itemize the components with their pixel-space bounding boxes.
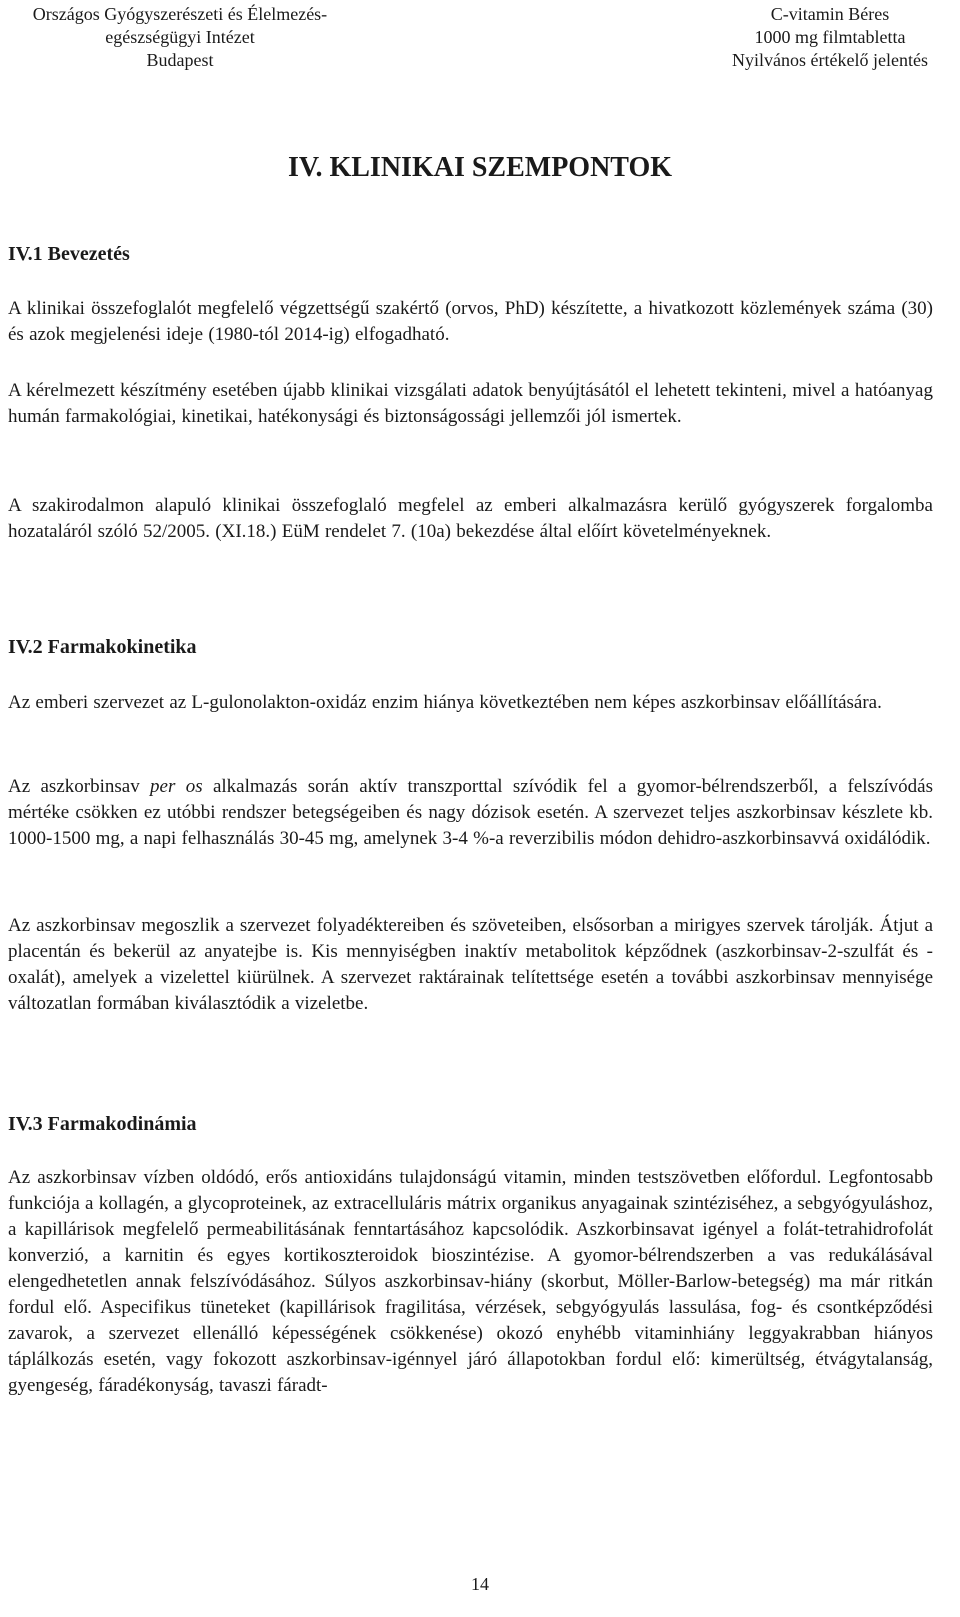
page-title: IV. KLINIKAI SZEMPONTOK bbox=[287, 152, 673, 183]
paragraph bbox=[8, 378, 933, 430]
paragraph-text: A klinikai összefoglalót megfelelő végzettségű szakértő (orvos, PhD) készítette, a hivatkozott közlemények száma (30) és azok megjelenési ideje (1980-tól 2014-ig) elfogadható. bbox=[8, 298, 933, 345]
header-left-line: Budapest bbox=[146, 50, 214, 70]
paragraph bbox=[8, 913, 933, 1017]
page-number: 14 bbox=[471, 1574, 489, 1594]
paragraph bbox=[8, 493, 933, 545]
paragraph-text: Az emberi szervezet az L-gulonolakton-oxidáz enzim hiánya következtében nem képes aszkorbinsav előállítására. bbox=[8, 692, 882, 713]
paragraph-text: Az aszkorbinsav megoszlik a szervezet folyadéktereiben és szöveteiben, elsősorban a mirigyes szervek tárolják. Átjut a placentán és bekerül az anyatejbe is. Kis mennyiségben inaktív metabolitok képződnek (aszkorbinsav-2-szulfát és -oxalát), amelyek a vizelettel kiürülnek. A szervezet raktárainak telítettsége esetén a további aszkorbinsav mennyisége változatlan formában kiválasztódik a vizeletbe. bbox=[8, 915, 933, 1014]
paragraph-text: Az aszkorbinsav vízben oldódó, erős antioxidáns tulajdonságú vitamin, minden testszövetben előfordul. Legfontosabb funkciója a kollagén, a glycoproteinek, az extracelluláris mátrix organikus anyagainak szintéziséhez, a sebgyógyuláshoz, a kapillárisok megfelelő permeabilitásának fenntartásához kapcsolódik. Aszkorbinsavat igényel a folát-tetrahidrofolát konverzió, a karnitin és egyes kortikoszteroidok bioszintézise. A gyomor-bélrendszerben a vas redukálásával elengedhetetlen annak felszívódásához. Súlyos aszkorbinsav-hiány (skorbut, Möller-Barlow-betegség) ma már ritkán fordul elő. Aspecifikus tüneteket (kapillárisok fragilitása, vérzések, sebgyógyulás lassulása, fog- és csontképződési zavarok, a szervezet ellenálló képességének csökkenése) okozó enyhébb vitaminhiány leggyakrabban hiányos táplálkozás esetén, vagy fokozott aszkorbinsav-igénnyel járó állapotokban fordul elő: kimerültség, étvágytalanság, gyengeség, fáradékonyság, tavaszi fáradt- bbox=[8, 1167, 933, 1396]
section-bevezetes bbox=[8, 240, 933, 268]
paragraph-text: A szakirodalmon alapuló klinikai összefoglaló megfelel az emberi alkalmazásra kerülő gyógyszerek forgalomba hozataláról szóló 52/2005. (XI.18.) EüM rendelet 7. (10a) bekezdése által előírt követelményeknek. bbox=[8, 495, 933, 542]
section-farmakokinetika bbox=[8, 633, 933, 661]
paragraph bbox=[8, 690, 933, 716]
header-product bbox=[710, 3, 950, 72]
header-institute bbox=[0, 3, 360, 72]
paragraph bbox=[8, 296, 933, 348]
header-right-line: 1000 mg filmtabletta bbox=[754, 27, 906, 47]
paragraph-text: Az aszkorbinsav per os alkalmazás során aktív transzporttal szívódik fel a gyomor-bélrendszerből, a felszívódás mértéke csökken ez utóbbi rendszer betegségeiben és nagy dózisok esetén. A szervezet teljes aszkorbinsav készlete kb. 1000-1500 mg, a napi felhasználás 30-45 mg, amelynek 3-4 %-a reverzibilis módon dehidro-aszkorbinsavvá oxidálódik. bbox=[8, 776, 933, 849]
header-left-line: egészségügyi Intézet bbox=[105, 27, 255, 47]
paragraph bbox=[8, 774, 933, 852]
header-right-line: Nyilvános értékelő jelentés bbox=[732, 50, 928, 70]
paragraph-text: A kérelmezett készítmény esetében újabb klinikai vizsgálati adatok benyújtásától el lehetett tekinteni, mivel a hatóanyag humán farmakológiai, kinetikai, hatékonysági és biztonságossági jellemzői jól ismertek. bbox=[8, 380, 933, 427]
header-left-line: Országos Gyógyszerészeti és Élelmezés- bbox=[32, 4, 328, 24]
paragraph bbox=[8, 1165, 933, 1399]
header-right-line: C-vitamin Béres bbox=[770, 4, 890, 24]
section-farmakodinamia bbox=[8, 1110, 933, 1138]
section-heading: IV.2 Farmakokinetika bbox=[8, 636, 197, 658]
italic-term: per os bbox=[150, 776, 203, 797]
section-heading: IV.3 Farmakodinámia bbox=[8, 1113, 197, 1135]
section-heading: IV.1 Bevezetés bbox=[8, 243, 130, 265]
